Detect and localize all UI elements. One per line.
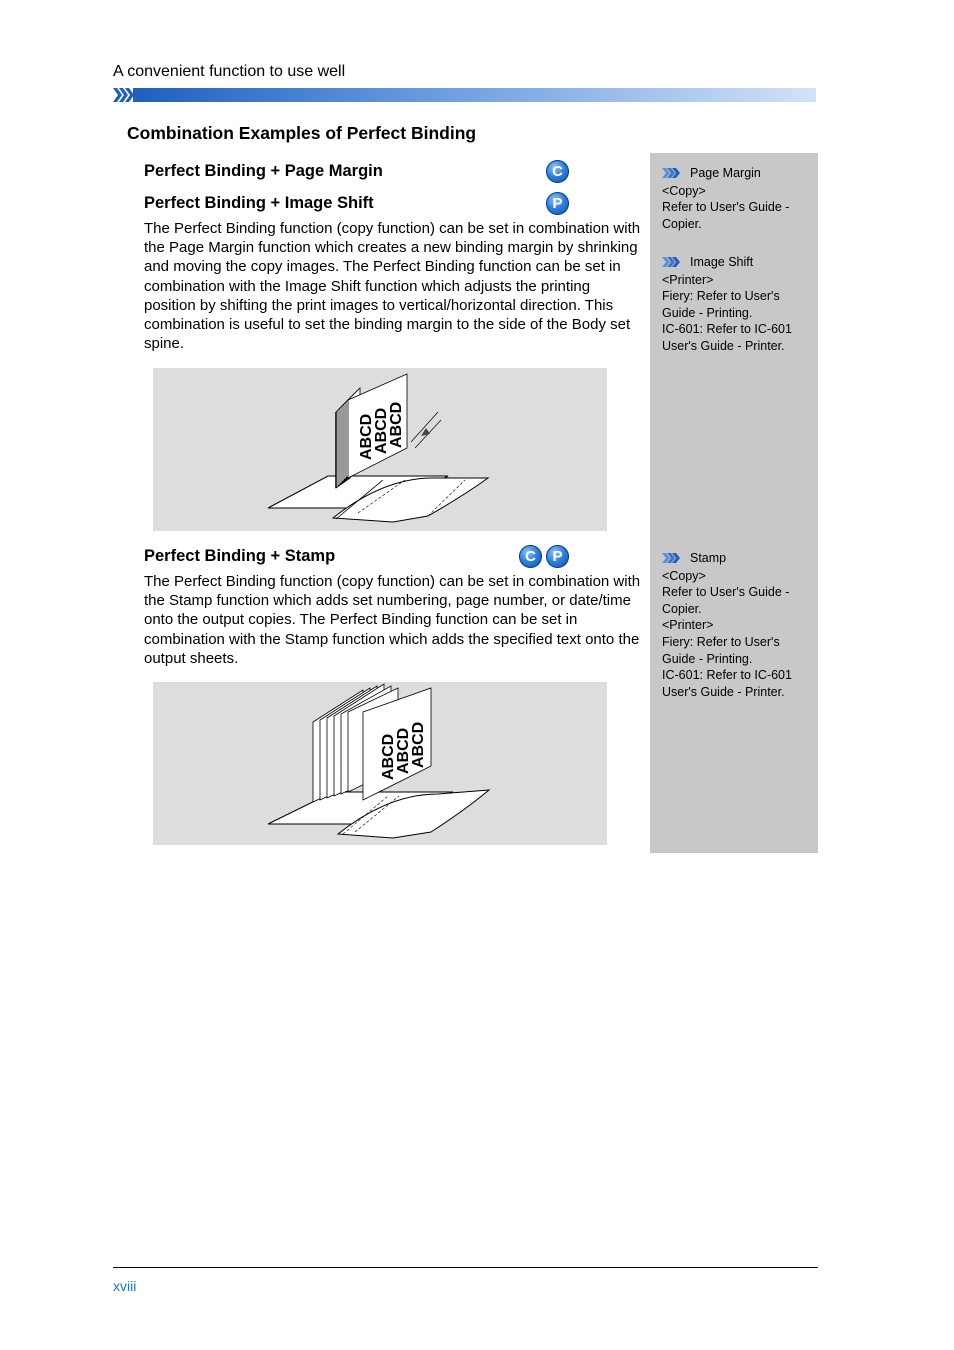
reference-label: Stamp [690, 551, 727, 565]
reference-text: <Copy> Refer to User's Guide - Copier. <Printer> Fiery: Refer to User's Guide - Printing. IC-601: Refer to IC-601 User's Guide - Printer. [662, 568, 792, 699]
chevron-decor-icon [113, 88, 134, 102]
reference-label: Page Margin [690, 166, 761, 180]
paragraph-stamp: The Perfect Binding function (copy function) can be set in combination with the Stamp function which adds set numbering, page number, or date/time onto the output copies. The Perfect Binding function can be set in combination with the Stamp function which adds the specified text onto the output sheets. [144, 573, 641, 667]
reference-image-shift [662, 254, 812, 355]
stamp-illustration [153, 682, 607, 845]
figure1-text-3: ABCD [388, 401, 405, 448]
section-title: Combination Examples of Perfect Binding [127, 123, 477, 143]
binding-margin-illustration [153, 368, 607, 531]
triple-chevron-arrow-icon [662, 553, 680, 563]
triple-chevron-arrow-icon [662, 257, 680, 267]
reference-label: Image Shift [690, 255, 754, 269]
reference-page-margin [662, 165, 812, 232]
figure2-text-1: ABCD [380, 733, 397, 780]
figure2-text-3: ABCD [410, 721, 427, 768]
heading-page-margin: Perfect Binding + Page Margin [144, 162, 383, 180]
copy-function-badge-icon-2: C [519, 545, 542, 568]
heading-image-shift: Perfect Binding + Image Shift [144, 194, 374, 212]
figure1-text-1: ABCD [358, 413, 375, 460]
paragraph-page-margin-image-shift: The Perfect Binding function (copy function) can be set in combination with the Page Margin function which creates a new binding margin by shrinking and moving the copy images. The Perfect Binding function can be set in combination with the Image Shift function which adjusts the printing position by shifting the print images to vertical/horizontal direction. This combination is useful to set the binding margin to the side of the Body set spine. [144, 220, 641, 353]
reference-text: <Printer> Fiery: Refer to User's Guide - Printing. IC-601: Refer to IC-601 User's Guide - Printer. [662, 272, 792, 353]
figure-binding-margin [153, 368, 607, 531]
reference-text: <Copy> Refer to User's Guide - Copier. [662, 183, 790, 231]
triple-chevron-arrow-icon [662, 168, 680, 178]
reference-stamp [662, 550, 812, 700]
page-number: xviii [113, 1278, 137, 1294]
copy-function-badge-icon: C [546, 160, 569, 183]
printer-function-badge-icon: P [546, 192, 569, 215]
header-bar [113, 88, 816, 102]
printer-function-badge-icon-2: P [546, 545, 569, 568]
heading-stamp: Perfect Binding + Stamp [144, 547, 336, 565]
header-title: A convenient function to use well [113, 63, 346, 80]
footer-rule [113, 1267, 818, 1268]
figure1-text-2: ABCD [373, 407, 390, 454]
figure2-text-2: ABCD [395, 727, 412, 774]
figure-stamp [153, 682, 607, 845]
